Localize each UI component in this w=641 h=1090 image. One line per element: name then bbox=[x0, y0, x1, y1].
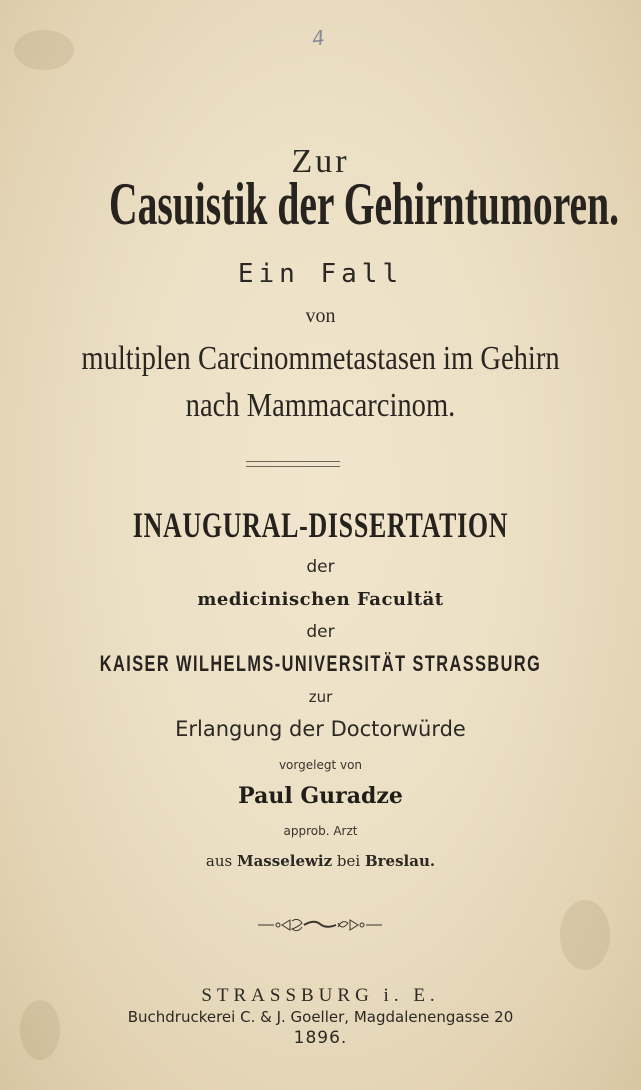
connector-zur: zur bbox=[308, 688, 333, 706]
author-name: Paul Guradze bbox=[238, 783, 403, 809]
double-rule-divider bbox=[246, 461, 340, 467]
author-origin bbox=[0, 852, 641, 870]
pencil-annotation: 4 bbox=[310, 25, 327, 51]
origin-place: Masselewiz bbox=[236, 852, 333, 870]
main-title: Casuistik der Gehirntumoren. bbox=[108, 171, 620, 237]
degree-purpose: Erlangung der Doctorwürde bbox=[175, 717, 466, 741]
imprint-city: STRASSBURG i. E. bbox=[201, 985, 440, 1006]
origin-city: Breslau. bbox=[364, 852, 436, 870]
university-name: KAISER WILHELMS-UNIVERSITÄT STRASSBURG bbox=[99, 651, 542, 676]
subtitle-line-1: multiplen Carcinommetastasen im Gehirn bbox=[81, 340, 560, 377]
origin-near: bei bbox=[336, 852, 361, 870]
subtitle-ein-fall: Ein Fall bbox=[237, 259, 404, 289]
subtitle-von: von bbox=[305, 305, 336, 327]
dissertation-heading: INAUGURAL-DISSERTATION bbox=[132, 505, 509, 545]
imprint-printer: Buchdruckerei C. & J. Goeller, Magdalenengasse 20 bbox=[127, 1008, 514, 1026]
paper-stain bbox=[560, 900, 610, 970]
author-title: approb. Arzt bbox=[283, 824, 358, 838]
printer-ornament-icon bbox=[258, 915, 382, 935]
imprint-year: 1896. bbox=[293, 1028, 348, 1048]
title-prefix: Zur bbox=[291, 143, 350, 180]
origin-prefix: aus bbox=[205, 852, 233, 870]
paper-stain bbox=[14, 30, 74, 70]
presented-by-label: vorgelegt von bbox=[278, 758, 363, 772]
faculty-name: medicinischen Facultät bbox=[197, 589, 444, 610]
connector-der-1: der bbox=[306, 557, 335, 577]
connector-der-2: der bbox=[306, 622, 335, 642]
subtitle-line-2: nach Mammacarcinom. bbox=[185, 387, 456, 424]
